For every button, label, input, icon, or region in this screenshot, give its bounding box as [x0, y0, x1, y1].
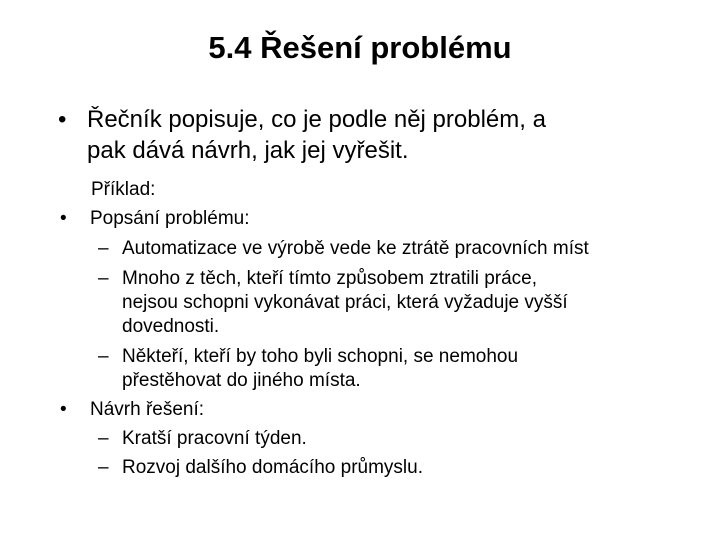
problem-item-2-line-1: Mnoho z těch, kteří tímto způsobem ztratili práce, [122, 268, 538, 289]
problem-item-3-line-1: Někteří, kteří by toho byli schopni, se nemohou [122, 346, 519, 367]
solution-proposal-label: Návrh řešení: [90, 399, 205, 420]
problem-item-2-line-3: dovednosti. [122, 316, 220, 337]
problem-description-label: Popsání problému: [90, 208, 250, 229]
dash-icon: – [98, 238, 109, 259]
dash-icon: – [98, 428, 109, 449]
bullet-icon: • [58, 106, 67, 133]
dash-icon: – [98, 457, 109, 478]
dash-icon: – [98, 268, 109, 289]
bullet-icon: • [60, 399, 67, 420]
solution-item-2-line-1: Rozvoj dalšího domácího průmyslu. [122, 457, 423, 478]
slide-title: 5.4 Řešení problému [208, 30, 512, 65]
bullet-icon: • [60, 208, 67, 229]
example-label: Příklad: [91, 179, 156, 200]
problem-item-3-line-2: přestěhovat do jiného místa. [122, 370, 361, 391]
problem-item-2-line-2: nejsou schopni vykonávat práci, která vyžaduje vyšší [122, 292, 568, 313]
main-point-text-1: Řečník popisuje, co je podle něj problém, a [87, 106, 546, 133]
solution-item-1-line-1: Kratší pracovní týden. [122, 428, 307, 449]
problem-item-1-line-1: Automatizace ve výrobě vede ke ztrátě pracovních míst [122, 238, 589, 259]
dash-icon: – [98, 346, 109, 367]
main-point-text-2: pak dává návrh, jak jej vyřešit. [87, 137, 409, 164]
